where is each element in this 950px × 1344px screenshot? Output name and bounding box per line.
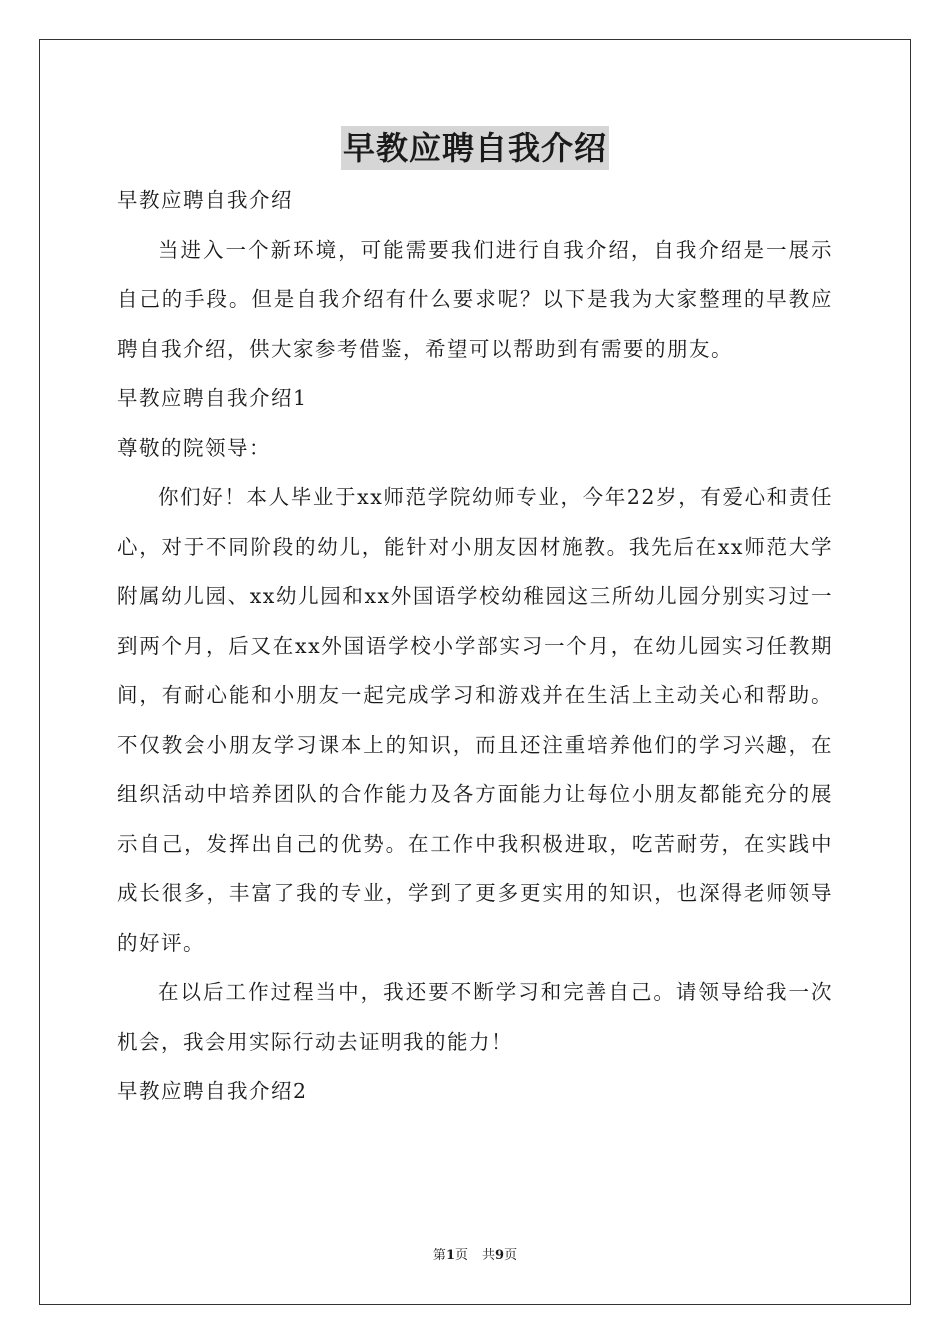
- footer-total-suffix: 页: [504, 1248, 518, 1263]
- document-title: 早教应聘自我介绍: [341, 126, 609, 170]
- section-heading-1: 早教应聘自我介绍1: [117, 386, 308, 410]
- footer-page-total: 9: [495, 1248, 505, 1263]
- footer-total-prefix: 共: [482, 1248, 496, 1263]
- document-body: [117, 176, 833, 1117]
- paragraph-body-main: 你们好！本人毕业于xx师范学院幼师专业，今年22岁，有爱心和责任心，对于不同阶段的幼儿，能针对小朋友因材施教。我先后在xx师范大学附属幼儿园、xx幼儿园和xx外国语学校幼稚园这三所幼儿园分别实习过一到两个月，后又在xx外国语学校小学部实习一个月，在幼儿园实习任教期间，有耐心能和小朋友一起完成学习和游戏并在生活上主动关心和帮助。不仅教会小朋友学习课本上的知识，而且还注重培养他们的学习兴趣，在组织活动中培养团队的合作能力及各方面能力让每位小朋友都能充分的展示自己，发挥出自己的优势。在工作中我积极进取，吃苦耐劳，在实践中成长很多，丰富了我的专业，学到了更多更实用的知识，也深得老师领导的好评。: [117, 485, 833, 955]
- paragraph-salutation: 尊敬的院领导：: [117, 435, 271, 460]
- footer-page-current: 1: [445, 1248, 455, 1263]
- paragraph-body-closing: 在以后工作过程当中，我还要不断学习和完善自己。请领导给我一次机会，我会用实际行动去证明我的能力！: [117, 980, 833, 1054]
- paragraph-intro: 当进入一个新环境，可能需要我们进行自我介绍，自我介绍是一展示自己的手段。但是自我介绍有什么要求呢？以下是我为大家整理的早教应聘自我介绍，供大家参考借鉴，希望可以帮助到有需要的朋友。: [117, 237, 833, 361]
- footer-page-prefix: 第: [432, 1248, 446, 1263]
- footer-page-suffix: 页: [454, 1248, 468, 1263]
- section-heading-2: 早教应聘自我介绍2: [117, 1079, 308, 1103]
- paragraph-subtitle: 早教应聘自我介绍: [117, 188, 293, 212]
- title-container: [0, 126, 950, 170]
- page-footer: [0, 1246, 950, 1266]
